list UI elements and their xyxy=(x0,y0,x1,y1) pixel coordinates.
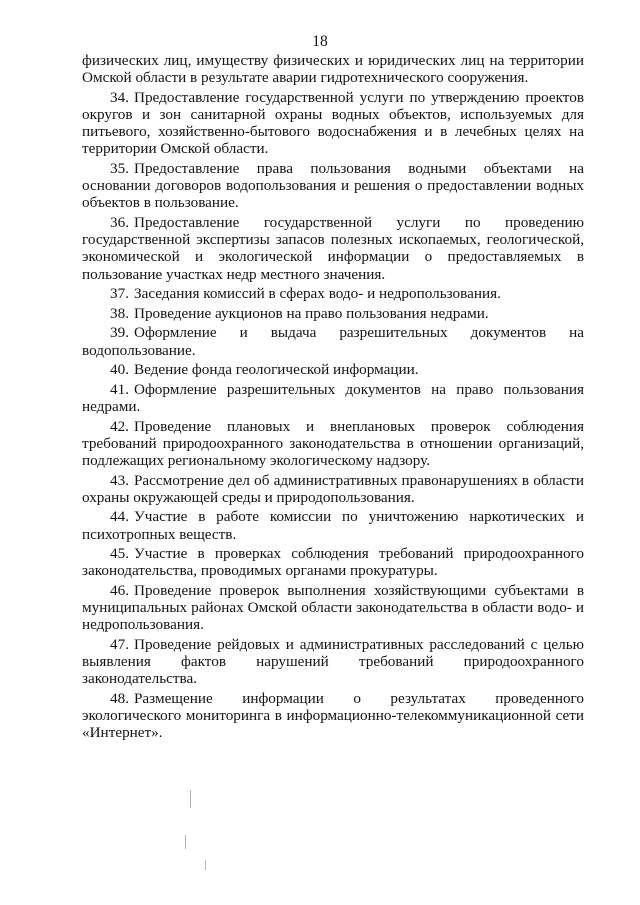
item-number: 47. xyxy=(110,635,129,653)
list-item xyxy=(82,361,584,378)
item-number: 43. xyxy=(110,471,129,489)
continuation-paragraph: физических лиц, имуществу физических и юридических лиц на территории Омской области в результате аварии гидротехнического сооружения. xyxy=(82,52,584,87)
item-number: 34. xyxy=(110,88,129,106)
item-text: Проведение плановых и внеплановых проверок соблюдения требований природоохранного законодательства в отношении организаций, подлежащих региональному экологическому надзору. xyxy=(82,417,584,469)
list-item xyxy=(82,381,584,415)
item-text: Предоставление права пользования водными объектами на основании договоров водопользования и решения о предоставлении водных объектов в пользование. xyxy=(82,160,584,212)
list-item xyxy=(82,508,584,542)
item-text: Участие в работе комиссии по уничтожению наркотических и психотропных веществ. xyxy=(82,508,584,543)
numbered-list xyxy=(82,89,584,742)
item-number: 39. xyxy=(110,324,129,342)
item-number: 44. xyxy=(110,508,129,526)
item-text: Участие в проверках соблюдения требований природоохранного законодательства, проводимых органами прокуратуры. xyxy=(82,545,584,580)
item-number: 35. xyxy=(110,160,129,177)
item-text: Проведение проверок выполнения хозяйствующими субъектами в муниципальных районах Омской области законодательства в области водо- и недропользования. xyxy=(82,581,584,634)
item-text: Оформление разрешительных документов на право пользования недрами. xyxy=(82,380,584,415)
list-item xyxy=(82,324,584,358)
item-text: Рассмотрение дел об административных правонарушениях в области охраны окружающей среды и природопользования. xyxy=(82,471,584,506)
document-body xyxy=(82,52,584,744)
scan-mark xyxy=(190,790,191,808)
list-item xyxy=(82,582,584,634)
item-number: 42. xyxy=(110,417,129,435)
item-number: 36. xyxy=(110,214,129,231)
list-item xyxy=(82,636,584,688)
item-text: Предоставление государственной услуги по утверждению проектов округов и зон санитарной охраны водных объектов, используемых для питьевого, хозяйственно-бытового водоснабжения и в лечебных целях на территории Омской области. xyxy=(82,88,584,158)
item-text: Заседания комиссий в сферах водо- и недропользования. xyxy=(133,285,501,303)
item-number: 38. xyxy=(110,304,129,322)
page-number: 18 xyxy=(312,33,328,50)
item-text: Оформление и выдача разрешительных документов на водопользование. xyxy=(82,324,584,359)
list-item xyxy=(82,690,584,742)
scan-mark xyxy=(205,860,206,870)
list-item xyxy=(82,214,584,283)
list-item xyxy=(82,472,584,506)
item-text: Проведение аукционов на право пользования недрами. xyxy=(133,304,489,322)
item-number: 48. xyxy=(110,689,129,707)
scan-mark xyxy=(185,835,186,849)
item-text: Проведение рейдовых и административных расследований с целью выявления фактов нарушений требований природоохранного законодательства. xyxy=(82,635,584,688)
item-number: 46. xyxy=(110,581,129,599)
list-item xyxy=(82,305,584,322)
list-item xyxy=(82,285,584,302)
item-text: Размещение информации о результатах проведенного экологического мониторинга в информационно-телекоммуникационной сети «Интернет». xyxy=(82,689,584,742)
item-number: 41. xyxy=(110,380,129,398)
list-item xyxy=(82,89,584,158)
item-number: 40. xyxy=(110,361,129,379)
item-number: 37. xyxy=(110,285,129,303)
list-item xyxy=(82,545,584,579)
item-text: Ведение фонда геологической информации. xyxy=(133,361,419,379)
item-number: 45. xyxy=(110,545,129,563)
item-text: Предоставление государственной услуги по проведению государственной экспертизы запасов полезных ископаемых, геологической, экономической и экологической информации о предоставляемых в пользование участках недр местного значения. xyxy=(82,214,584,283)
list-item xyxy=(82,160,584,212)
list-item xyxy=(82,418,584,470)
